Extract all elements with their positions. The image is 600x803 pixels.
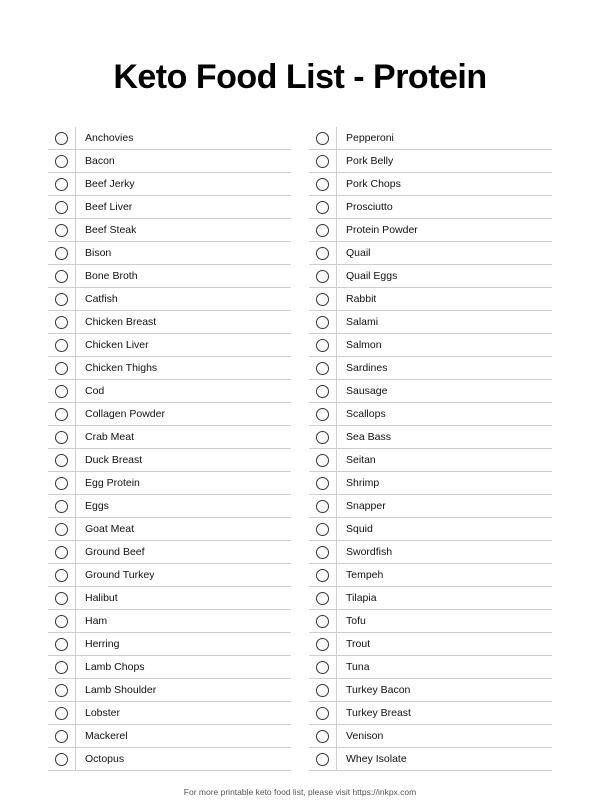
checklist-row[interactable] (48, 288, 291, 311)
checklist-item-label: Tofu (346, 615, 366, 627)
checkbox-icon[interactable] (55, 270, 68, 283)
checkbox-icon[interactable] (55, 615, 68, 628)
checkbox-icon[interactable] (316, 546, 329, 559)
checklist-column-right (309, 127, 552, 771)
checklist-row[interactable] (48, 495, 291, 518)
checkbox-icon[interactable] (316, 201, 329, 214)
checkbox-icon[interactable] (316, 569, 329, 582)
checklist-row[interactable] (48, 242, 291, 265)
checkbox-icon[interactable] (55, 707, 68, 720)
checkbox-icon[interactable] (55, 316, 68, 329)
checklist-row[interactable] (309, 426, 552, 449)
checklist-columns (48, 127, 552, 771)
checklist-item-label: Seitan (346, 454, 376, 466)
checklist-item-label: Rabbit (346, 293, 377, 305)
checkbox-icon[interactable] (55, 408, 68, 421)
checkbox-icon[interactable] (316, 500, 329, 513)
checklist-item-label: Tilapia (346, 592, 377, 604)
checklist-item-label: Snapper (346, 500, 386, 512)
checkbox-icon[interactable] (316, 178, 329, 191)
checklist-row[interactable] (309, 449, 552, 472)
checklist-item-label: Quail (346, 247, 371, 259)
checklist-row[interactable] (309, 587, 552, 610)
checklist-row[interactable] (48, 334, 291, 357)
checkbox-icon[interactable] (55, 201, 68, 214)
checklist-row[interactable] (309, 748, 552, 771)
checklist-item-label: Catfish (85, 293, 118, 305)
checklist-item-label: Chicken Thighs (85, 362, 158, 374)
checklist-row[interactable] (48, 196, 291, 219)
checkbox-icon[interactable] (55, 339, 68, 352)
checklist-item-label: Sardines (346, 362, 388, 374)
checklist-row[interactable] (48, 380, 291, 403)
checklist-item-label: Trout (346, 638, 371, 650)
checkbox-icon[interactable] (316, 523, 329, 536)
checklist-item-label: Salmon (346, 339, 382, 351)
checkbox-icon[interactable] (55, 546, 68, 559)
checkbox-icon[interactable] (316, 155, 329, 168)
checklist-row[interactable] (309, 403, 552, 426)
checkbox-icon[interactable] (55, 431, 68, 444)
checklist-item-label: Pepperoni (346, 132, 394, 144)
checkbox-icon[interactable] (55, 569, 68, 582)
checklist-row[interactable] (309, 150, 552, 173)
checkbox-icon[interactable] (55, 247, 68, 260)
checklist-item-label: Sea Bass (346, 431, 391, 443)
checklist-row[interactable] (309, 518, 552, 541)
checklist-item-label: Octopus (85, 753, 125, 765)
checklist-item-label: Swordfish (346, 546, 393, 558)
checkbox-icon[interactable] (55, 753, 68, 766)
checklist-row[interactable] (48, 357, 291, 380)
checkbox-icon[interactable] (316, 431, 329, 444)
checkbox-icon[interactable] (55, 454, 68, 467)
checkbox-icon[interactable] (316, 477, 329, 490)
checklist-item-label: Chicken Liver (85, 339, 149, 351)
checklist-row[interactable] (48, 518, 291, 541)
checklist-item-label: Eggs (85, 500, 109, 512)
checkbox-icon[interactable] (55, 661, 68, 674)
checklist-item-label: Whey Isolate (346, 753, 407, 765)
checklist-item-label: Quail Eggs (346, 270, 398, 282)
checklist-row[interactable] (309, 219, 552, 242)
checkbox-icon[interactable] (316, 132, 329, 145)
checkbox-icon[interactable] (316, 730, 329, 743)
checkbox-icon[interactable] (316, 385, 329, 398)
checkbox-icon[interactable] (316, 707, 329, 720)
checklist-row[interactable] (48, 265, 291, 288)
checkbox-icon[interactable] (316, 615, 329, 628)
checkbox-icon[interactable] (316, 454, 329, 467)
checklist-item-label: Bison (85, 247, 112, 259)
checkbox-icon[interactable] (316, 316, 329, 329)
checkbox-icon[interactable] (55, 132, 68, 145)
checklist-row[interactable] (309, 610, 552, 633)
checkbox-icon[interactable] (55, 385, 68, 398)
checklist-row[interactable] (309, 656, 552, 679)
checklist-row[interactable] (309, 702, 552, 725)
checkbox-icon[interactable] (316, 638, 329, 651)
checklist-item-label: Beef Jerky (85, 178, 135, 190)
checklist-item-label: Protein Powder (346, 224, 418, 236)
checkbox-icon[interactable] (316, 293, 329, 306)
checklist-row[interactable] (48, 426, 291, 449)
checklist-row[interactable] (309, 173, 552, 196)
checklist-item-label: Salami (346, 316, 379, 328)
checklist-row[interactable] (48, 656, 291, 679)
checklist-row[interactable] (48, 311, 291, 334)
checklist-row[interactable] (309, 357, 552, 380)
checklist-item-label: Ground Turkey (85, 569, 155, 581)
checklist-row[interactable] (309, 633, 552, 656)
checklist-item-label: Ham (85, 615, 108, 627)
checkbox-icon[interactable] (316, 684, 329, 697)
checklist-item-label: Shrimp (346, 477, 380, 489)
checklist-row[interactable] (48, 702, 291, 725)
checklist-item-label: Scallops (346, 408, 386, 420)
checklist-item-label: Tempeh (346, 569, 384, 581)
checklist-item-label: Mackerel (85, 730, 128, 742)
checkbox-icon[interactable] (55, 592, 68, 605)
checklist-item-label: Crab Meat (85, 431, 135, 443)
checklist-row[interactable] (48, 173, 291, 196)
checklist-row[interactable] (309, 472, 552, 495)
checklist-row[interactable] (309, 288, 552, 311)
checkbox-icon[interactable] (316, 339, 329, 352)
checklist-row[interactable] (309, 541, 552, 564)
checklist-row[interactable] (48, 541, 291, 564)
checklist-row[interactable] (48, 748, 291, 771)
checklist-item-label: Chicken Breast (85, 316, 157, 328)
checklist-row[interactable] (48, 610, 291, 633)
checklist-item-label: Prosciutto (346, 201, 393, 213)
page-title: Keto Food List - Protein (113, 58, 487, 96)
checklist-row[interactable] (309, 196, 552, 219)
checklist-item-label: Anchovies (85, 132, 134, 144)
checkbox-icon[interactable] (55, 523, 68, 536)
checkbox-icon[interactable] (316, 224, 329, 237)
checklist-item-label: Collagen Powder (85, 408, 165, 420)
checklist-row[interactable] (309, 495, 552, 518)
checklist-item-label: Lamb Chops (85, 661, 145, 673)
checklist-row[interactable] (48, 219, 291, 242)
checklist-row[interactable] (48, 725, 291, 748)
checklist-row[interactable] (309, 679, 552, 702)
checkbox-icon[interactable] (316, 270, 329, 283)
checkbox-icon[interactable] (55, 477, 68, 490)
checklist-row[interactable] (309, 564, 552, 587)
checkbox-icon[interactable] (316, 247, 329, 260)
checkbox-icon[interactable] (316, 408, 329, 421)
checklist-item-label: Pork Belly (346, 155, 394, 167)
checklist-row[interactable] (309, 725, 552, 748)
checkbox-icon[interactable] (55, 293, 68, 306)
checklist-row[interactable] (309, 334, 552, 357)
checklist-row[interactable] (48, 564, 291, 587)
checklist-item-label: Beef Liver (85, 201, 133, 213)
checkbox-icon[interactable] (55, 224, 68, 237)
checklist-item-label: Egg Protein (85, 477, 140, 489)
footer-note: For more printable keto food list, please visit https://inkpx.com (183, 787, 417, 797)
checklist-row[interactable] (309, 311, 552, 334)
checkbox-icon[interactable] (55, 730, 68, 743)
checklist-row[interactable] (48, 449, 291, 472)
checklist-row[interactable] (48, 679, 291, 702)
checklist-item-label: Turkey Bacon (346, 684, 411, 696)
checklist-row[interactable] (309, 265, 552, 288)
checkbox-icon[interactable] (55, 155, 68, 168)
checklist-item-label: Turkey Breast (346, 707, 411, 719)
checkbox-icon[interactable] (316, 362, 329, 375)
checklist-item-label: Lamb Shoulder (85, 684, 157, 696)
checklist-item-label: Pork Chops (346, 178, 401, 190)
checklist-column-left (48, 127, 291, 771)
checklist-item-label: Beef Steak (85, 224, 137, 236)
checklist-item-label: Bone Broth (85, 270, 138, 282)
checklist-row[interactable] (48, 127, 291, 150)
checklist-item-label: Lobster (85, 707, 121, 719)
checklist-item-label: Duck Breast (85, 454, 143, 466)
checklist-item-label: Ground Beef (85, 546, 145, 558)
checkbox-icon[interactable] (55, 362, 68, 375)
checkbox-icon[interactable] (55, 684, 68, 697)
checklist-item-label: Herring (85, 638, 120, 650)
checklist-row[interactable] (309, 127, 552, 150)
checkbox-icon[interactable] (55, 500, 68, 513)
checklist-item-label: Squid (346, 523, 373, 535)
checklist-row[interactable] (48, 633, 291, 656)
checklist-item-label: Bacon (85, 155, 115, 167)
checklist-row[interactable] (309, 242, 552, 265)
checklist-row[interactable] (48, 472, 291, 495)
checkbox-icon[interactable] (316, 592, 329, 605)
checkbox-icon[interactable] (316, 661, 329, 674)
checklist-row[interactable] (309, 380, 552, 403)
checklist-item-label: Halibut (85, 592, 118, 604)
checklist-item-label: Tuna (346, 661, 370, 673)
checklist-item-label: Sausage (346, 385, 388, 397)
checklist-row[interactable] (48, 150, 291, 173)
checklist-row[interactable] (48, 403, 291, 426)
checkbox-icon[interactable] (55, 178, 68, 191)
checklist-item-label: Venison (346, 730, 384, 742)
checklist-row[interactable] (48, 587, 291, 610)
checkbox-icon[interactable] (316, 753, 329, 766)
checklist-item-label: Cod (85, 385, 105, 397)
checklist-item-label: Goat Meat (85, 523, 135, 535)
checkbox-icon[interactable] (55, 638, 68, 651)
